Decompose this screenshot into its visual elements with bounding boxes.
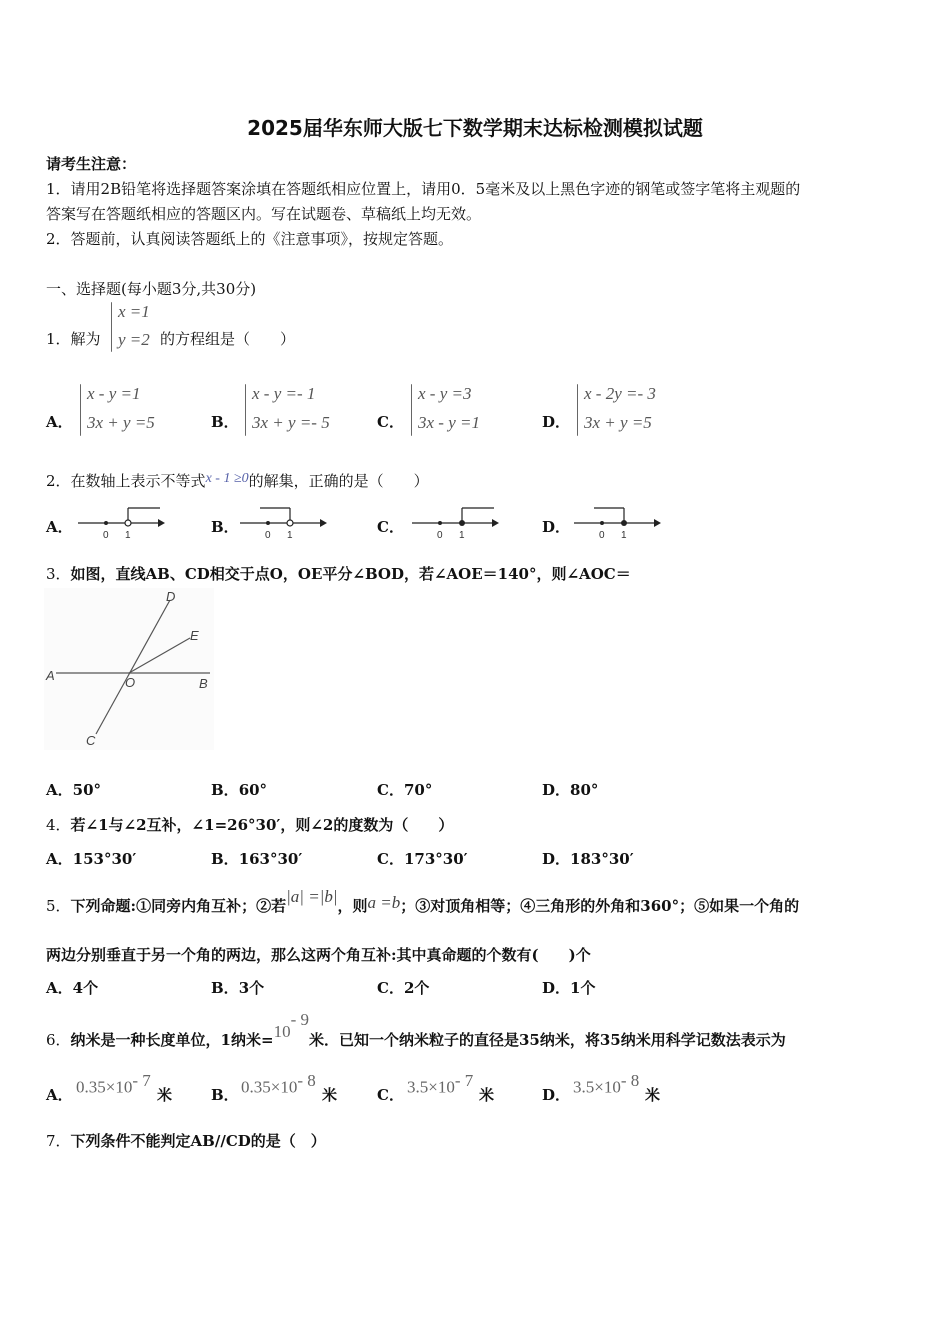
q1-option-d-label[interactable]: D． — [542, 413, 571, 431]
q6-option-d-value: 3.5×10- 8 — [573, 1071, 640, 1097]
notice-line-1: 1．请用2B铅笔将选择题答案涂填在答题纸相应位置上，请用0．5毫米及以上黑色字迹的钢笔或签字笔将主观题的 — [46, 180, 801, 198]
q5-abs-equation: |a| =|b| — [286, 887, 338, 906]
q6-pre: 纳米是一种长度单位，1纳米= — [70, 1031, 274, 1049]
tick-0-label: 0 — [437, 530, 443, 541]
q4-option-d[interactable]: D．183°30′ — [542, 850, 634, 868]
label-o: O — [125, 675, 136, 690]
tick-1-label: 1 — [621, 530, 627, 541]
q6-option-c-label[interactable]: C． — [377, 1086, 404, 1104]
q1-pre: 解为 — [70, 330, 101, 348]
ray-oe — [129, 638, 190, 673]
q6-option-d-unit: 米 — [645, 1086, 661, 1104]
q5-pre: 下列命题:①同旁内角互补；②若 — [70, 897, 287, 915]
q2-stem — [46, 470, 429, 491]
q6-option-a-label[interactable]: A． — [46, 1086, 73, 1104]
q4-option-b[interactable]: B．163°30′ — [211, 850, 303, 868]
q1-number: 1． — [46, 330, 71, 348]
q7-stem — [46, 1130, 326, 1151]
q6-option-a-value: 0.35×10- 7 — [76, 1071, 151, 1097]
q7-number: 7． — [46, 1132, 71, 1150]
q6-option-c-unit: 米 — [479, 1086, 495, 1104]
q1-option-d-row-1: x - 2y =- 3 — [584, 384, 656, 403]
tick-0-dot — [438, 521, 442, 525]
q5-equation: a =b — [367, 893, 401, 912]
closed-point — [459, 520, 465, 526]
q3-option-d[interactable]: D．80° — [542, 781, 599, 799]
tick-0-dot — [266, 521, 270, 525]
q2-option-a-numberline — [76, 504, 166, 542]
q3-option-c[interactable]: C．70° — [377, 781, 433, 799]
q1-option-a-label[interactable]: A． — [46, 413, 73, 431]
q1-option-a-row-2: 3x + y =5 — [87, 413, 155, 432]
notice-line-3: 2．答题前，认真阅读答题纸上的《注意事项》，按规定答题。 — [46, 230, 454, 248]
q7-text: 下列条件不能判定AB//CD的是（ ） — [70, 1132, 326, 1150]
q1-option-c-row-2: 3x - y =1 — [418, 413, 480, 432]
tick-0-dot — [104, 521, 108, 525]
axis-arrow — [492, 519, 499, 527]
q1-given-brace — [111, 302, 112, 352]
q1-option-a-row-1: x - y =1 — [87, 384, 141, 403]
q1-option-d-row-2: 3x + y =5 — [584, 413, 652, 432]
notice-line-2: 答案写在答题纸相应的答题区内。写在试题卷、草稿纸上均无效。 — [46, 205, 482, 223]
q1-option-b-row-2: 3x + y =- 5 — [252, 413, 330, 432]
q4-number: 4． — [46, 816, 71, 834]
q1-stem — [46, 328, 101, 349]
axis-arrow — [320, 519, 327, 527]
tick-0-label: 0 — [103, 530, 109, 541]
label-d: D — [166, 589, 176, 604]
q5-post: ；③对顶角相等；④三角形的外角和360°；⑤如果一个角的 — [400, 897, 800, 915]
q1-given-row-2: y =2 — [118, 330, 150, 349]
q2-option-d-numberline — [572, 504, 662, 542]
q6-option-a-unit: 米 — [157, 1086, 173, 1104]
q3-stem — [46, 563, 631, 584]
q1-option-c-brace — [411, 384, 412, 436]
q1-given-row-1: x =1 — [118, 302, 150, 321]
q3-text: 如图，直线AB、CD相交于点O，OE平分∠BOD，若∠AOE＝140°，则∠AOC＝ — [70, 565, 631, 583]
q5-mid: ，则 — [337, 897, 368, 915]
q6-number: 6． — [46, 1031, 71, 1049]
q1-option-c-label[interactable]: C． — [377, 413, 404, 431]
notice-heading: 请考生注意： — [46, 155, 137, 173]
q6-option-b-value: 0.35×10- 8 — [241, 1071, 316, 1097]
q5-option-a[interactable]: A．4个 — [46, 979, 99, 997]
q3-number: 3． — [46, 565, 71, 583]
q6-option-d-label[interactable]: D． — [542, 1086, 571, 1104]
q2-pre: 在数轴上表示不等式 — [70, 472, 206, 490]
q5-number: 5． — [46, 897, 71, 915]
q6-post: 米．已知一个纳米粒子的直径是35纳米，将35纳米用科学记数法表示为 — [308, 1031, 786, 1049]
q2-option-c-numberline — [410, 504, 500, 542]
tick-0-label: 0 — [265, 530, 271, 541]
q2-inequality: x - 1 ≥0 — [205, 471, 249, 486]
q2-option-b-label[interactable]: B． — [211, 518, 239, 536]
q2-post: 的解集，正确的是（ ） — [248, 472, 429, 490]
q6-power-exponent: - 9 — [290, 1010, 309, 1029]
q5-stem-line-1 — [46, 887, 800, 916]
q2-number: 2． — [46, 472, 71, 490]
open-point — [287, 520, 293, 526]
page-title: 2025届华东师大版七下数学期末达标检测模拟试题 — [247, 116, 703, 140]
q4-stem — [46, 814, 453, 835]
q1-option-c-row-1: x - y =3 — [418, 384, 472, 403]
tick-1-label: 1 — [459, 530, 465, 541]
q5-option-b[interactable]: B．3个 — [211, 979, 265, 997]
label-b: B — [199, 676, 208, 691]
q1-option-d-brace — [577, 384, 578, 436]
q6-option-b-label[interactable]: B． — [211, 1086, 239, 1104]
tick-0-dot — [600, 521, 604, 525]
tick-1-label: 1 — [287, 530, 293, 541]
q6-power-base: 10 — [273, 1022, 291, 1041]
q3-figure — [44, 588, 214, 750]
q1-option-b-brace — [245, 384, 246, 436]
q1-post: 的方程组是（ ） — [160, 330, 296, 348]
section-heading: 一、选择题(每小题3分,共30分) — [46, 280, 257, 298]
q2-option-d-label[interactable]: D． — [542, 518, 571, 536]
q4-option-c[interactable]: C．173°30′ — [377, 850, 468, 868]
line-cd — [96, 600, 170, 734]
q3-option-a[interactable]: A．50° — [46, 781, 102, 799]
axis-arrow — [654, 519, 661, 527]
q2-option-c-label[interactable]: C． — [377, 518, 404, 536]
tick-1-label: 1 — [125, 530, 131, 541]
q1-option-b-row-1: x - y =- 1 — [252, 384, 316, 403]
q6-option-b-unit: 米 — [322, 1086, 338, 1104]
q6-option-c-value: 3.5×10- 7 — [407, 1071, 474, 1097]
q4-option-a[interactable]: A．153°30′ — [46, 850, 137, 868]
q6-stem — [46, 1010, 786, 1050]
q1-option-a-brace — [80, 384, 81, 436]
q5-option-c[interactable]: C．2个 — [377, 979, 430, 997]
label-e: E — [190, 628, 199, 643]
q1-option-b-label[interactable]: B． — [211, 413, 239, 431]
axis-arrow — [158, 519, 165, 527]
q3-option-b[interactable]: B．60° — [211, 781, 268, 799]
tick-0-label: 0 — [599, 530, 605, 541]
closed-point — [621, 520, 627, 526]
q4-text: 若∠1与∠2互补，∠1=26°30′，则∠2的度数为（ ） — [70, 816, 454, 834]
q2-option-a-label[interactable]: A． — [46, 518, 73, 536]
open-point — [125, 520, 131, 526]
q2-option-b-numberline — [238, 504, 328, 542]
label-c: C — [86, 733, 96, 748]
q5-stem-line-2: 两边分别垂直于另一个角的两边，那么这两个角互补:其中真命题的个数有( )个 — [46, 946, 591, 964]
label-a: A — [46, 668, 55, 683]
q5-option-d[interactable]: D．1个 — [542, 979, 596, 997]
